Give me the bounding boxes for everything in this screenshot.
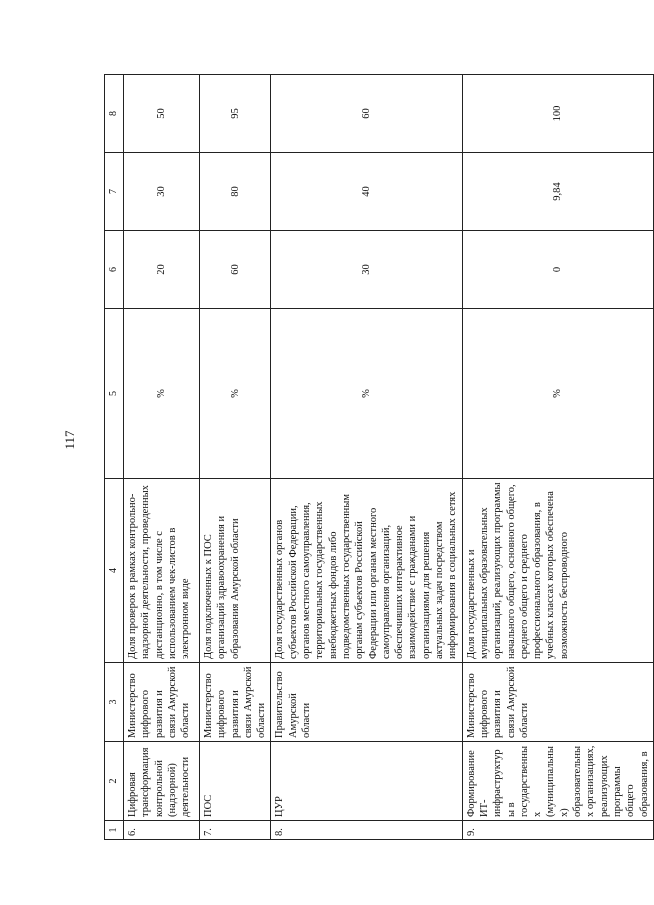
header-cell: 1 (105, 821, 124, 840)
table-row (271, 75, 462, 840)
value-cell: 100 (462, 75, 653, 153)
row-number: 9. (462, 821, 653, 840)
value-cell: 30 (271, 231, 462, 309)
table-row (462, 75, 653, 840)
header-cell: 8 (105, 75, 124, 153)
rotated-table-container (104, 75, 650, 840)
table-row (124, 75, 200, 840)
indicators-table (104, 74, 654, 840)
indicator-cell: Доля проверок в рамках контрольно-надзорной деятельности, проведенных дистанционно, в том числе с использованием чек-листов в электронном виде (124, 479, 200, 663)
value-cell: 80 (200, 153, 271, 231)
indicator-cell: Доля государственных и муниципальных образовательных организаций, реализующих программы начального общего, основного общего, среднего общего и среднего профессионального образования, в учебных классах которых обеспечена возможность беспроводного (462, 479, 653, 663)
direction-cell: Цифровая трансформация контрольной (надзорной) деятельности (124, 742, 200, 821)
direction-cell: ЦУР (271, 742, 462, 821)
value-cell: 40 (271, 153, 462, 231)
value-cell: 60 (200, 231, 271, 309)
row-number: 8. (271, 821, 462, 840)
header-cell: 5 (105, 309, 124, 479)
row-number: 7. (200, 821, 271, 840)
responsible-cell: Министерство цифрового развития и связи Амурской области (200, 663, 271, 742)
responsible-cell: Министерство цифрового развития и связи Амурской области (124, 663, 200, 742)
header-row (105, 75, 124, 840)
header-cell: 6 (105, 231, 124, 309)
value-cell: 60 (271, 75, 462, 153)
table-row (200, 75, 271, 840)
value-cell: 20 (124, 231, 200, 309)
header-cell: 3 (105, 663, 124, 742)
indicator-cell: Доля подключенных к ПОС организаций здравоохранения и образования Амурской области (200, 479, 271, 663)
value-cell: 50 (124, 75, 200, 153)
responsible-cell: Правительство Амурской области (271, 663, 462, 742)
responsible-cell: Министерство цифрового развития и связи Амурской области (462, 663, 653, 742)
value-cell: 95 (200, 75, 271, 153)
direction-cell: ПОС (200, 742, 271, 821)
header-cell: 2 (105, 742, 124, 821)
header-cell: 7 (105, 153, 124, 231)
value-cell: 9,84 (462, 153, 653, 231)
value-cell: 30 (124, 153, 200, 231)
indicator-cell: Доля государственных органов субъектов Российской Федерации, органов местного самоуправления, территориальных государственных внебюджетных фондов либо подведомственных государственным органам субъектов Российской Федерации или органам местного самоуправления организаций, обеспечивших интерактивное взаимодействие с гражданами и организациями для решения актуальных задач посредством информирования в социальных сетях (271, 479, 462, 663)
value-cell: 0 (462, 231, 653, 309)
header-cell: 4 (105, 479, 124, 663)
direction-cell: Формирование ИТ-инфраструктуры в государственных (муниципальных) образовательных организациях, реализующих программы общего образования, в (462, 742, 653, 821)
unit-cell: % (462, 309, 653, 479)
unit-cell: % (124, 309, 200, 479)
unit-cell: % (271, 309, 462, 479)
page-number: 117 (62, 430, 77, 450)
row-number: 6. (124, 821, 200, 840)
unit-cell: % (200, 309, 271, 479)
